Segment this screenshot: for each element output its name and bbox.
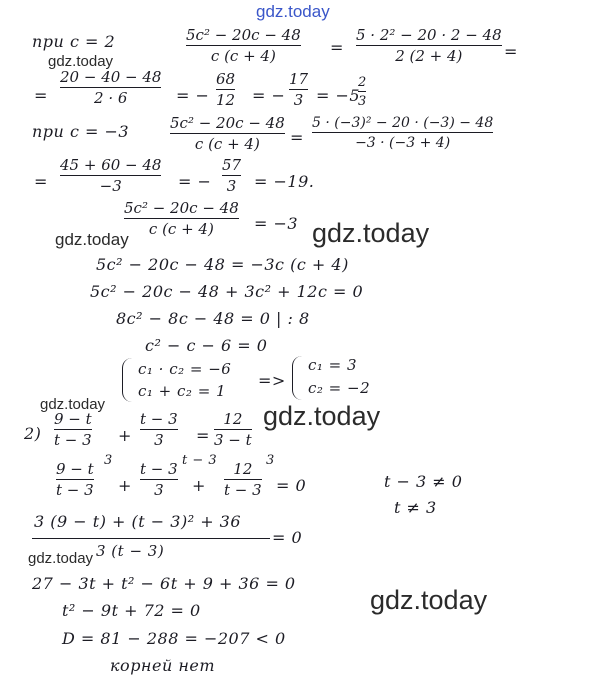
fraction-bar xyxy=(356,45,502,46)
fraction-computed xyxy=(60,70,161,106)
fraction-term xyxy=(56,462,94,498)
root-1: c₁ = 3 xyxy=(308,356,358,374)
watermark: gdz.today xyxy=(48,53,114,70)
numerator: 5 · 2² − 20 · 2 − 48 xyxy=(356,26,502,44)
denominator: 3 xyxy=(154,431,164,449)
equals-sign: = xyxy=(330,38,344,57)
plus-sign: + xyxy=(192,476,206,495)
multiplier: 3 xyxy=(104,453,113,468)
fraction-term xyxy=(214,412,252,448)
vieta-sum: c₁ + c₂ = 1 xyxy=(138,382,227,400)
fraction-computed xyxy=(60,158,161,194)
fraction-bar xyxy=(60,87,161,88)
numerator: 12 xyxy=(233,460,253,478)
discriminant: D = 81 − 288 = −207 < 0 xyxy=(62,629,286,648)
watermark: gdz.today xyxy=(312,218,430,248)
numerator: 20 − 40 − 48 xyxy=(60,68,162,86)
fraction-equation xyxy=(124,201,239,237)
mixed-number-whole: = −5 xyxy=(316,86,361,105)
fraction-term xyxy=(140,462,178,498)
numerator: t − 3 xyxy=(140,460,178,478)
fraction-bar xyxy=(140,479,178,480)
equals-sign: = xyxy=(34,172,48,191)
numerator: 68 xyxy=(216,70,236,88)
numerator: 57 xyxy=(222,156,242,174)
fraction-reduced xyxy=(216,72,235,108)
numerator: 12 xyxy=(223,410,243,428)
denominator: c (c + 4) xyxy=(194,135,260,153)
plus-sign: + xyxy=(118,476,132,495)
case-label-c-minus3: при c = −3 xyxy=(32,122,130,141)
multiplier: 3 xyxy=(266,453,275,468)
fraction-term xyxy=(54,412,92,448)
system-brace xyxy=(292,356,303,400)
watermark: gdz.today xyxy=(28,550,94,567)
watermark-top: gdz.today xyxy=(256,2,330,21)
fraction-bar xyxy=(60,175,161,176)
domain-condition: t ≠ 3 xyxy=(394,498,437,517)
numerator: 45 + 60 − 48 xyxy=(60,156,162,174)
watermark: gdz.today xyxy=(263,401,381,431)
system-brace xyxy=(122,358,133,402)
equals-sign: = xyxy=(504,42,518,61)
equation-step: 5c² − 20c − 48 = −3c (c + 4) xyxy=(96,255,349,274)
watermark: gdz.today xyxy=(40,396,106,413)
denominator: −3 · (−3 + 4) xyxy=(355,135,451,151)
implies-arrow: => xyxy=(258,371,286,390)
result-value: = −19. xyxy=(254,172,315,191)
combined-numerator: 3 (9 − t) + (t − 3)² + 36 xyxy=(34,512,242,531)
equals-minus: = − xyxy=(252,86,286,105)
denominator: 3 − t xyxy=(214,431,252,449)
fraction-bar xyxy=(214,429,252,430)
denominator: c (c + 4) xyxy=(148,220,214,238)
case-label-c2: при c = 2 xyxy=(32,32,116,51)
equals-sign: = xyxy=(196,426,210,445)
problem-number: 2) xyxy=(24,424,42,443)
fraction-bar xyxy=(170,133,285,134)
fraction-bar xyxy=(54,429,92,430)
fraction-bar xyxy=(186,45,301,46)
fraction-expression xyxy=(186,28,301,64)
denominator: 2 · 6 xyxy=(94,89,128,107)
numerator: t − 3 xyxy=(140,410,178,428)
fraction-substituted xyxy=(356,28,502,64)
denominator: 2 (2 + 4) xyxy=(395,47,463,65)
multiplier: t − 3 xyxy=(182,453,218,468)
numerator: 5c² − 20c − 48 xyxy=(170,114,285,132)
combined-denominator: 3 (t − 3) xyxy=(96,542,165,560)
fraction-simplified xyxy=(289,72,308,108)
fraction-bar xyxy=(140,429,178,430)
fraction-expression xyxy=(170,116,285,152)
denominator: 3 xyxy=(154,481,164,499)
fraction-bar xyxy=(312,132,493,133)
denominator: −3 xyxy=(99,177,122,195)
numerator: 9 − t xyxy=(54,410,92,428)
denominator: t − 3 xyxy=(54,431,92,449)
vieta-product: c₁ · c₂ = −6 xyxy=(138,360,232,378)
denominator: c (c + 4) xyxy=(210,47,276,65)
plus-sign: + xyxy=(118,426,132,445)
fraction-reduced xyxy=(222,158,241,194)
watermark: gdz.today xyxy=(55,230,129,249)
denominator: t − 3 xyxy=(56,481,94,499)
equation-rhs: = −3 xyxy=(254,214,299,233)
numerator: 5c² − 20c − 48 xyxy=(186,26,301,44)
equation-step: 8c² − 8c − 48 = 0 | : 8 xyxy=(116,309,310,328)
quadratic-equation: t² − 9t + 72 = 0 xyxy=(62,601,201,620)
equals-sign: = xyxy=(290,128,304,147)
equals-zero: = 0 xyxy=(276,476,307,495)
numerator: 9 − t xyxy=(56,460,94,478)
denominator: t − 3 xyxy=(224,481,262,499)
denominator: 3 xyxy=(226,177,237,195)
numerator: 2 xyxy=(358,75,367,90)
fraction-term xyxy=(224,462,262,498)
watermark: gdz.today xyxy=(370,585,488,615)
equation-step: 27 − 3t + t² − 6t + 9 + 36 = 0 xyxy=(32,574,296,593)
domain-condition: t − 3 ≠ 0 xyxy=(384,472,463,491)
denominator: 3 xyxy=(358,94,367,109)
equals-minus: = − xyxy=(178,172,212,191)
root-2: c₂ = −2 xyxy=(308,379,371,397)
equals-zero: = 0 xyxy=(272,528,303,547)
conclusion: корней нет xyxy=(110,656,216,675)
fraction-bar xyxy=(124,218,239,219)
fraction-bar xyxy=(56,479,94,480)
fraction-substituted xyxy=(312,116,493,150)
fraction-bar xyxy=(216,89,235,90)
fraction-bar xyxy=(222,175,241,176)
fraction-bar xyxy=(32,538,270,539)
mixed-number-fraction xyxy=(358,76,366,108)
equation-step: 5c² − 20c − 48 + 3c² + 12c = 0 xyxy=(90,282,364,301)
numerator: 17 xyxy=(289,70,309,88)
equals-minus: = − xyxy=(176,86,210,105)
fraction-bar xyxy=(358,91,366,92)
numerator: 5c² − 20c − 48 xyxy=(124,199,239,217)
fraction-bar xyxy=(289,89,308,90)
denominator: 12 xyxy=(216,91,236,109)
quadratic-equation: c² − c − 6 = 0 xyxy=(145,336,268,355)
denominator: 3 xyxy=(293,91,304,109)
fraction-term xyxy=(140,412,178,448)
numerator: 5 · (−3)² − 20 · (−3) − 48 xyxy=(312,115,494,131)
equals-sign: = xyxy=(34,86,48,105)
fraction-bar xyxy=(224,479,262,480)
